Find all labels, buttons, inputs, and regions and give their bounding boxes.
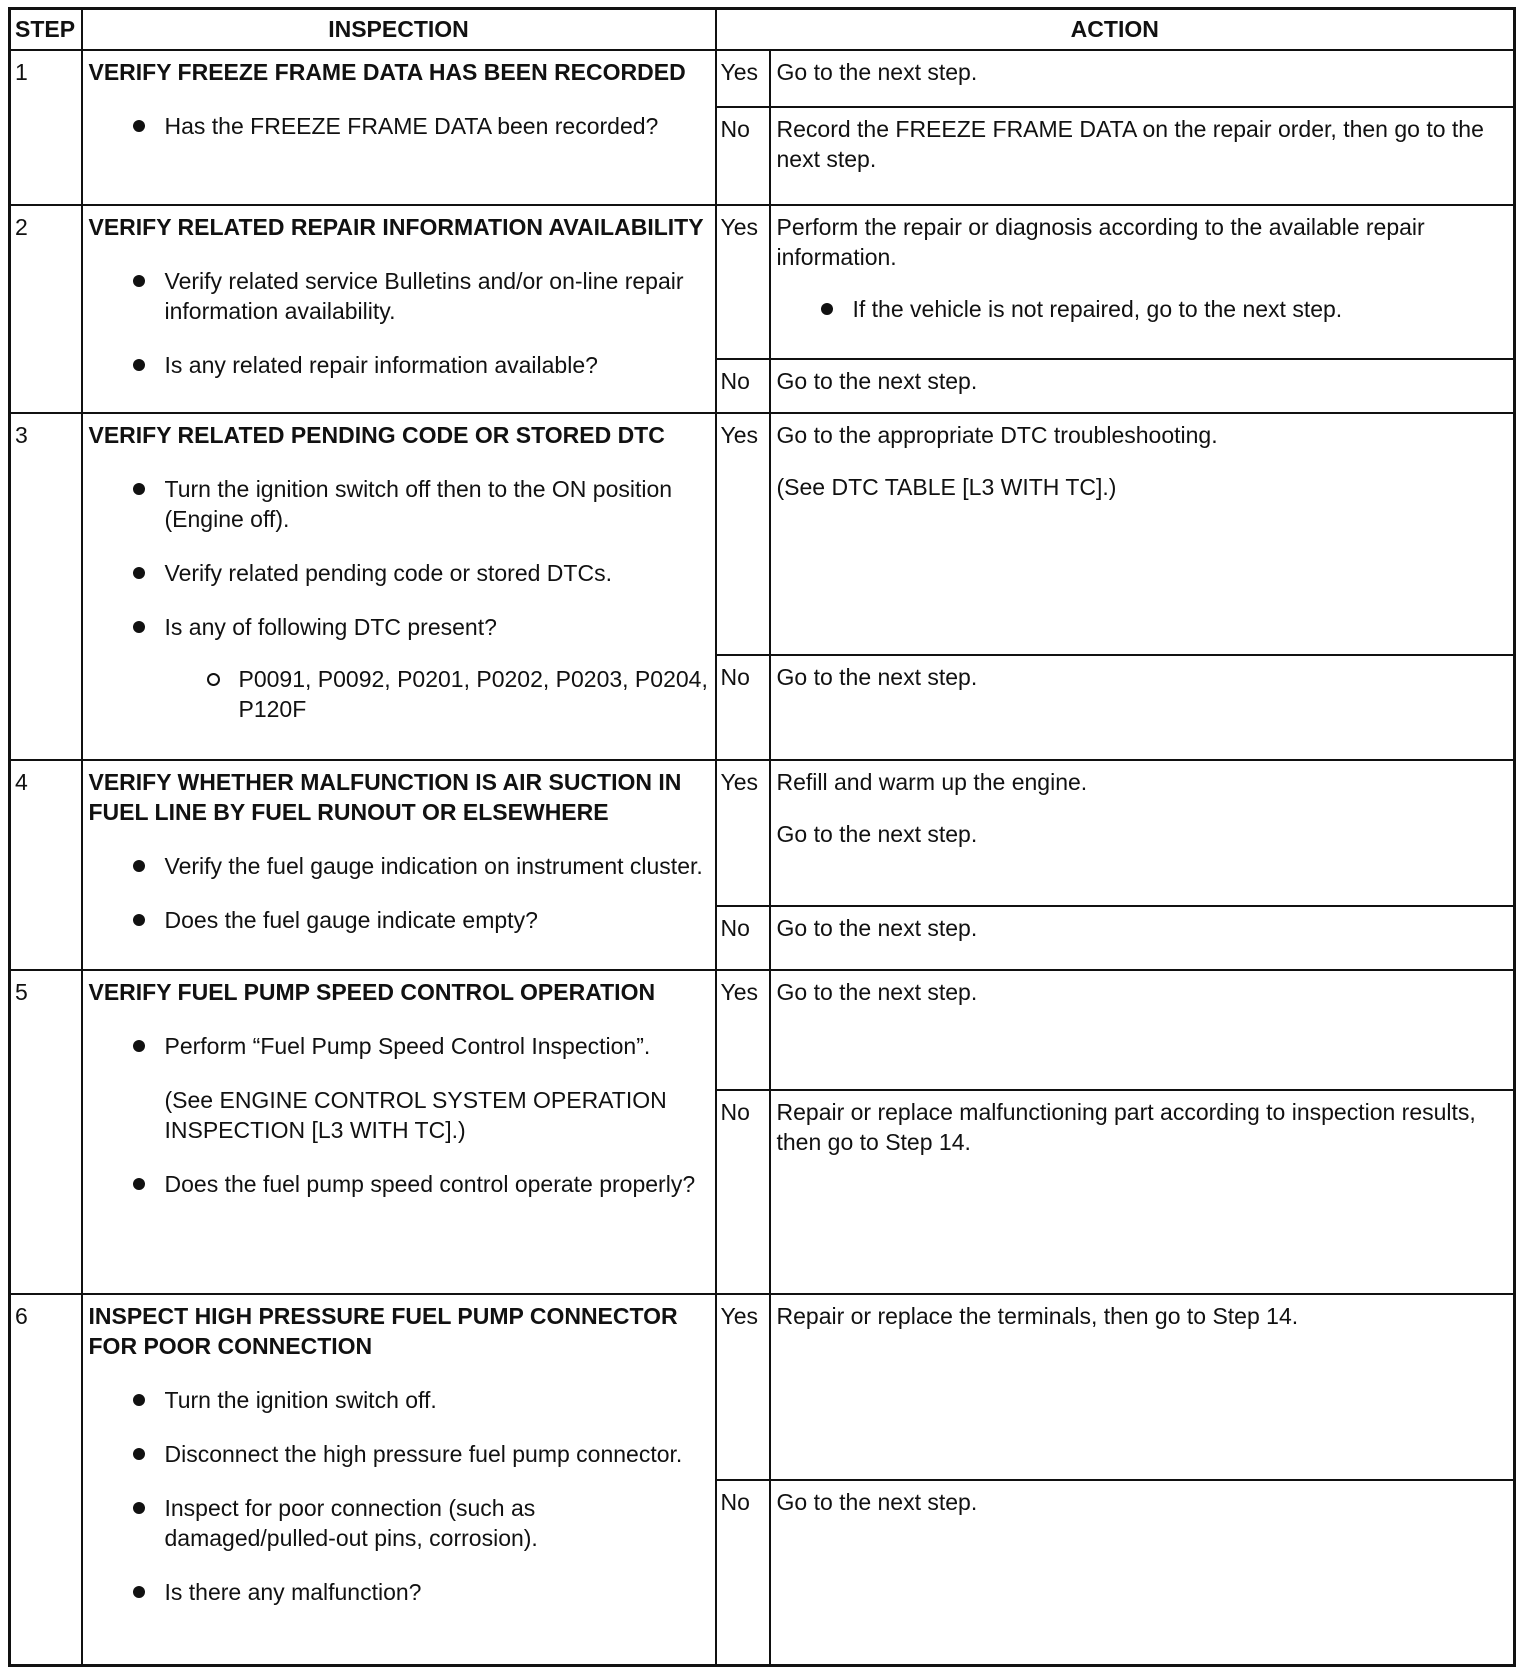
yes-action bbox=[770, 1294, 1515, 1480]
bullet-text: Turn the ignition switch off. bbox=[164, 1386, 437, 1413]
yes-action bbox=[770, 413, 1515, 656]
no-label: No bbox=[716, 655, 770, 760]
yes-action bbox=[770, 970, 1515, 1090]
yes-label: Yes bbox=[716, 760, 770, 906]
action-text: Perform the repair or diagnosis according to the available repair information. bbox=[776, 213, 1425, 270]
inspection-note: (See ENGINE CONTROL SYSTEM OPERATION INSPECTION [L3 WITH TC].) bbox=[164, 1087, 667, 1144]
step-number: 6 bbox=[10, 1294, 82, 1666]
action-text: Record the FREEZE FRAME DATA on the repair order, then go to the next step. bbox=[776, 116, 1484, 173]
action-text: Refill and warm up the engine. bbox=[776, 769, 1088, 796]
yes-label: Yes bbox=[716, 205, 770, 359]
action-text: Go to the next step. bbox=[776, 979, 978, 1006]
bullet-text: Has the FREEZE FRAME DATA been recorded? bbox=[164, 112, 659, 139]
bullet-text: Turn the ignition switch off then to the ON position (Engine off). bbox=[164, 475, 673, 532]
action-text: Repair or replace malfunctioning part according to inspection results, then go to Step 14. bbox=[776, 1099, 1476, 1156]
action-note: (See DTC TABLE [L3 WITH TC].) bbox=[776, 473, 1117, 500]
bullet-text: Disconnect the high pressure fuel pump connector. bbox=[164, 1440, 683, 1467]
action-text: Go to the next step. bbox=[776, 1488, 978, 1515]
sub-bullet-item bbox=[89, 664, 709, 724]
bullet-icon bbox=[133, 275, 145, 287]
bullet-icon bbox=[133, 1448, 145, 1460]
step-number: 4 bbox=[10, 760, 82, 970]
no-label: No bbox=[716, 107, 770, 205]
bullet-item bbox=[89, 851, 709, 881]
bullet-icon bbox=[133, 120, 145, 132]
bullet-text: Verify the fuel gauge indication on instrument cluster. bbox=[164, 853, 703, 880]
step-2-yes-row bbox=[10, 205, 1515, 359]
bullet-icon bbox=[133, 483, 145, 495]
bullet-icon bbox=[133, 914, 145, 926]
yes-action bbox=[770, 205, 1515, 359]
bullet-text: Is there any malfunction? bbox=[164, 1578, 422, 1605]
action-text: Go to the appropriate DTC troubleshooting. bbox=[776, 421, 1218, 448]
action-text: Go to the next step. bbox=[776, 915, 978, 942]
bullet-text: Verify related service Bulletins and/or on-line repair information availability. bbox=[164, 267, 684, 324]
inspection-cell bbox=[82, 970, 716, 1293]
bullet-item bbox=[89, 1493, 709, 1553]
troubleshooting-table bbox=[8, 7, 1516, 1667]
no-action bbox=[770, 107, 1515, 205]
header-action: ACTION bbox=[716, 9, 1515, 50]
bullet-icon bbox=[133, 1040, 145, 1052]
bullet-item bbox=[89, 1439, 709, 1469]
bullet-icon bbox=[133, 860, 145, 872]
dtc-list: P0091, P0092, P0201, P0202, P0203, P0204, P120F bbox=[238, 665, 708, 722]
bullet-item bbox=[89, 1031, 709, 1061]
bullet-text: Is any related repair information available? bbox=[164, 351, 598, 378]
bullet-text: Does the fuel gauge indicate empty? bbox=[164, 907, 538, 934]
inspection-title: INSPECT HIGH PRESSURE FUEL PUMP CONNECTOR FOR POOR CONNECTION bbox=[88, 1302, 678, 1359]
bullet-item bbox=[89, 266, 709, 326]
no-label: No bbox=[716, 1090, 770, 1294]
bullet-item bbox=[89, 1385, 709, 1415]
bullet-item bbox=[89, 905, 709, 935]
inspection-cell bbox=[82, 205, 716, 413]
bullet-text: Does the fuel pump speed control operate properly? bbox=[164, 1171, 696, 1198]
inspection-cell bbox=[82, 413, 716, 761]
no-action bbox=[770, 655, 1515, 760]
inspection-bullets bbox=[89, 1385, 709, 1607]
inspection-cell bbox=[82, 50, 716, 205]
inspection-title: VERIFY FUEL PUMP SPEED CONTROL OPERATION bbox=[88, 979, 656, 1006]
action-bullet bbox=[777, 294, 1508, 324]
sub-bullets bbox=[165, 664, 709, 724]
action-text: Repair or replace the terminals, then go to Step 14. bbox=[776, 1302, 1299, 1329]
bullet-item bbox=[89, 558, 709, 588]
header-row bbox=[10, 9, 1515, 50]
bullet-icon bbox=[133, 1178, 145, 1190]
action-text: Go to the next step. bbox=[776, 58, 978, 85]
yes-label: Yes bbox=[716, 413, 770, 656]
bullet-text: Is any of following DTC present? bbox=[164, 613, 497, 640]
bullet-icon bbox=[133, 1586, 145, 1598]
bullet-item bbox=[89, 1169, 709, 1199]
no-label: No bbox=[716, 906, 770, 970]
yes-label: Yes bbox=[716, 1294, 770, 1480]
step-number: 3 bbox=[10, 413, 82, 761]
inspection-title: VERIFY FREEZE FRAME DATA HAS BEEN RECORDED bbox=[88, 58, 686, 85]
inspection-cell bbox=[82, 760, 716, 970]
header-step: STEP bbox=[10, 9, 82, 50]
step-5-yes-row bbox=[10, 970, 1515, 1090]
inspection-bullets bbox=[89, 851, 709, 935]
step-number: 5 bbox=[10, 970, 82, 1293]
inspection-bullets bbox=[89, 111, 709, 141]
yes-action bbox=[770, 760, 1515, 906]
no-action bbox=[770, 359, 1515, 413]
no-label: No bbox=[716, 1480, 770, 1666]
inspection-cell bbox=[82, 1294, 716, 1666]
inspection-bullets bbox=[89, 474, 709, 724]
inspection-bullets bbox=[89, 1031, 709, 1061]
header-inspection: INSPECTION bbox=[82, 9, 716, 50]
bullet-icon bbox=[133, 567, 145, 579]
step-3-yes-row bbox=[10, 413, 1515, 656]
bullet-item bbox=[89, 612, 709, 724]
step-number: 2 bbox=[10, 205, 82, 413]
no-action bbox=[770, 1090, 1515, 1294]
action-text: Go to the next step. bbox=[776, 664, 978, 691]
bullet-text: Verify related pending code or stored DTCs. bbox=[164, 559, 612, 586]
inspection-title: VERIFY WHETHER MALFUNCTION IS AIR SUCTION IN FUEL LINE BY FUEL RUNOUT OR ELSEWHERE bbox=[88, 769, 682, 826]
yes-label: Yes bbox=[716, 970, 770, 1090]
inspection-title: VERIFY RELATED REPAIR INFORMATION AVAILABILITY bbox=[88, 213, 704, 240]
inspection-bullets bbox=[89, 266, 709, 380]
action-text: Go to the next step. bbox=[776, 368, 978, 395]
bullet-icon bbox=[821, 303, 833, 315]
bullet-item bbox=[89, 111, 709, 141]
bullet-item bbox=[89, 350, 709, 380]
no-action bbox=[770, 906, 1515, 970]
step-number: 1 bbox=[10, 50, 82, 205]
circle-bullet-icon bbox=[207, 673, 220, 686]
bullet-item bbox=[89, 1577, 709, 1607]
no-action bbox=[770, 1480, 1515, 1666]
no-label: No bbox=[716, 359, 770, 413]
bullet-icon bbox=[133, 1502, 145, 1514]
action-note: Go to the next step. bbox=[776, 821, 978, 848]
inspection-bullets bbox=[89, 1169, 709, 1199]
bullet-text: Inspect for poor connection (such as damaged/pulled-out pins, corrosion). bbox=[164, 1494, 538, 1551]
bullet-text: Perform “Fuel Pump Speed Control Inspection”. bbox=[164, 1033, 651, 1060]
step-4-yes-row bbox=[10, 760, 1515, 906]
bullet-icon bbox=[133, 621, 145, 633]
bullet-text: If the vehicle is not repaired, go to the next step. bbox=[852, 295, 1343, 322]
step-6-yes-row bbox=[10, 1294, 1515, 1480]
yes-label: Yes bbox=[716, 50, 770, 108]
step-1-yes-row bbox=[10, 50, 1515, 108]
bullet-icon bbox=[133, 1394, 145, 1406]
bullet-item bbox=[89, 474, 709, 534]
inspection-title: VERIFY RELATED PENDING CODE OR STORED DTC bbox=[88, 421, 665, 448]
yes-action bbox=[770, 50, 1515, 108]
bullet-icon bbox=[133, 359, 145, 371]
